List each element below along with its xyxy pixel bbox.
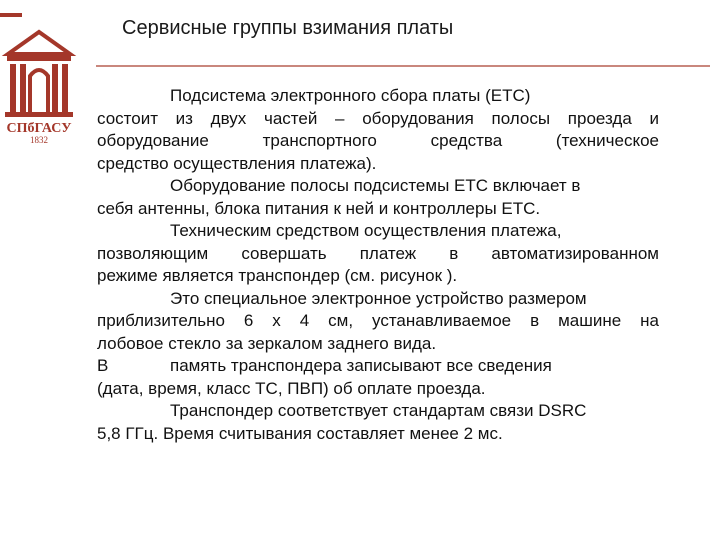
text-line: лобовое стекло за зеркалом заднего вида. — [97, 333, 437, 353]
text-line: позволяющим совершать платеж в автоматизированном — [97, 243, 659, 263]
text-line: Это специальное электронное устройство размером — [170, 288, 587, 308]
text-line: режиме является транспондер (см. рисунок ). — [97, 266, 458, 285]
paragraph-memory — [97, 355, 659, 400]
text-line: Подсистема электронного сбора платы (ETC) — [170, 86, 531, 105]
text-line: Транспондер соответствует стандартам связи DSRC — [170, 401, 587, 420]
text-line: Техническим средством осуществления платежа, — [170, 221, 562, 240]
text-line: средство осуществления платежа). — [97, 153, 377, 173]
university-logo — [0, 12, 78, 144]
body-text — [97, 85, 659, 445]
text-line: (дата, время, класс ТС, ПВП) об оплате проезда. — [97, 378, 486, 398]
text-line: приблизительно 6 х 4 см, устанавливаемое в машине на — [97, 311, 659, 330]
paragraph-standards — [97, 400, 659, 445]
page-title: Сервисные группы взимания платы — [122, 17, 454, 39]
paragraph-payment-device — [97, 220, 659, 288]
text-line: себя антенны, блока питания к ней и контроллеры ETC. — [97, 198, 541, 218]
paragraph-device-size — [97, 288, 659, 356]
paragraph-lane-equipment — [97, 175, 659, 220]
logo-year: 1832 — [30, 135, 48, 144]
logo-text: СПбГАСУ — [6, 121, 72, 136]
text-line: В — [97, 356, 109, 375]
text-line: 5,8 ГГц. Время считывания составляет менее 2 мс. — [97, 423, 503, 443]
paragraph-etc — [97, 85, 659, 175]
text-line: состоит из двух частей – оборудования полосы проезда и — [97, 108, 659, 128]
text-line: память транспондера записывают все сведения — [170, 356, 552, 375]
text-line: Оборудование полосы подсистемы ETC включает в — [170, 176, 581, 195]
text-line: оборудование транспортного средства (техническое — [97, 131, 659, 150]
title-divider — [96, 65, 710, 67]
